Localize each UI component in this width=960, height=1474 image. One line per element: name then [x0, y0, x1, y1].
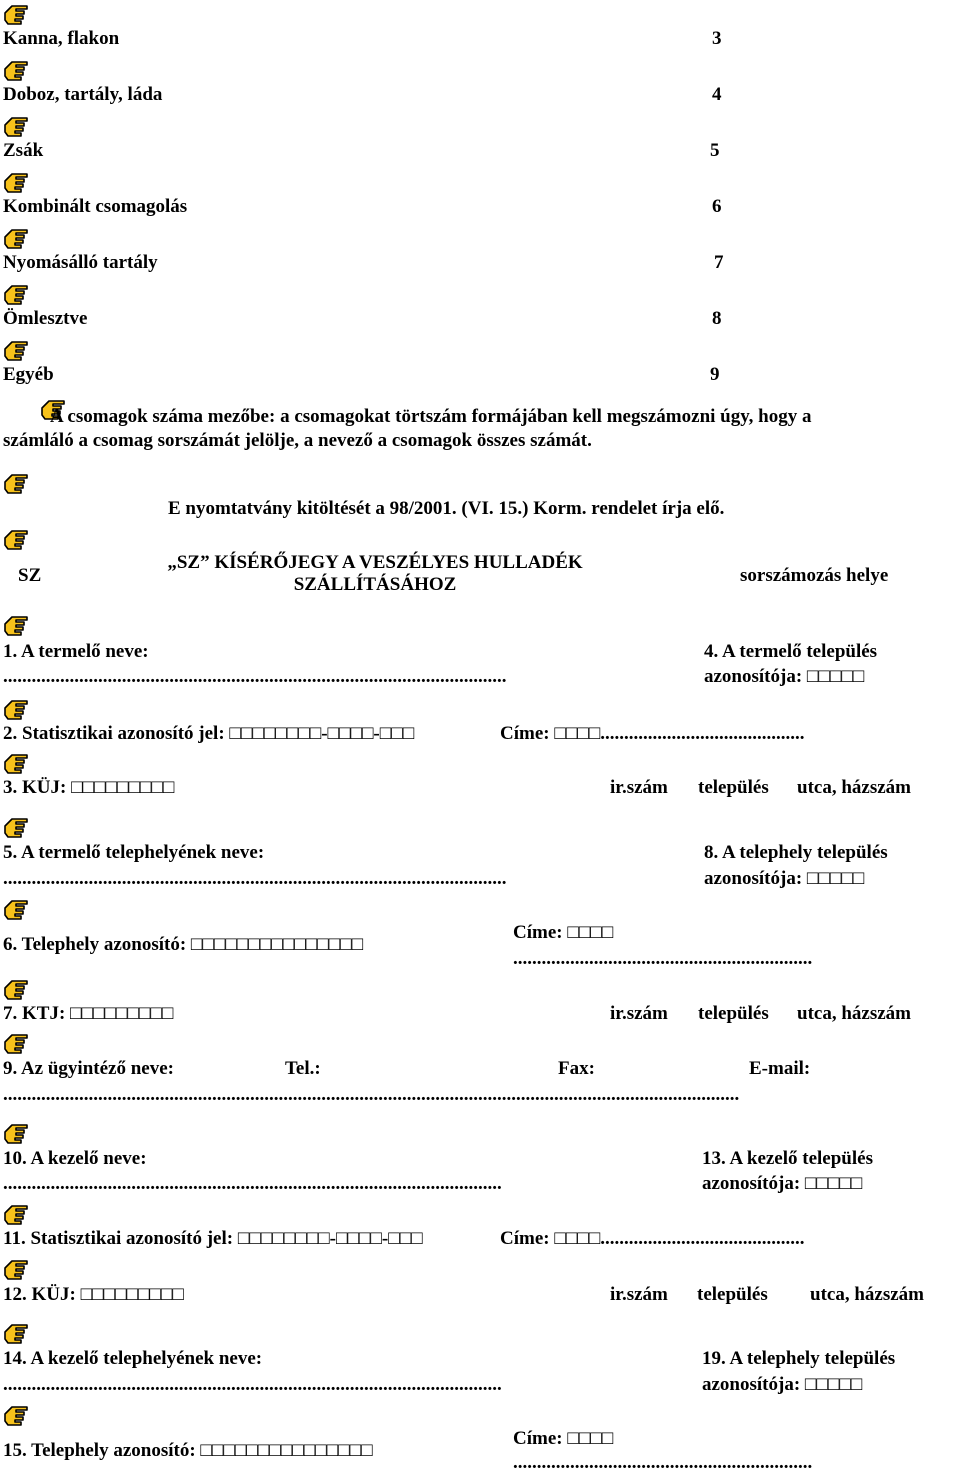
- form-title-line-2: SZÁLLÍTÁSÁHOZ: [293, 574, 457, 595]
- packaging-type-label: Ömlesztve: [3, 308, 88, 329]
- field-4-code[interactable]: azonosítója: □□□□□: [704, 666, 865, 687]
- field-8-label: 8. A telephely település: [704, 842, 888, 863]
- field-9-label: 9. Az ügyintéző neve:: [3, 1058, 174, 1079]
- field-6-address[interactable]: Címe: □□□□: [513, 922, 614, 943]
- field-7-label[interactable]: 7. KTJ: □□□□□□□□□: [3, 1003, 174, 1024]
- pointing-hand-icon: [3, 752, 31, 774]
- pointing-hand-icon: [3, 1122, 31, 1144]
- pointing-hand-icon: [3, 171, 31, 193]
- field-9-fax: Fax:: [558, 1058, 595, 1079]
- field-12-label[interactable]: 12. KÜJ: □□□□□□□□□: [3, 1284, 184, 1305]
- field-13-code[interactable]: azonosítója: □□□□□: [702, 1173, 863, 1194]
- pointing-hand-icon: [3, 1258, 31, 1280]
- packaging-type-label: Zsák: [3, 140, 44, 161]
- pointing-hand-icon: [3, 227, 31, 249]
- field-14-label: 14. A kezelő telephelyének neve:: [3, 1348, 263, 1369]
- field-2-address[interactable]: Címe: □□□□...........................................: [500, 723, 805, 744]
- packaging-type-code: 6: [712, 196, 722, 217]
- field-19-label: 19. A telephely település: [702, 1348, 896, 1369]
- header-left: SZ: [18, 565, 42, 586]
- field-15-address-dots[interactable]: ...............................................................: [513, 1452, 813, 1473]
- field-13-label: 13. A kezelő település: [702, 1148, 873, 1169]
- serial-number-place: sorszámozás helye: [740, 565, 889, 586]
- field-4-label: 4. A termelő település: [704, 641, 878, 662]
- field-6-label[interactable]: 6. Telephely azonosító: □□□□□□□□□□□□□□□: [3, 934, 364, 955]
- form-title-line-1: „SZ” KÍSÉRŐJEGY A VESZÉLYES HULLADÉK: [167, 552, 583, 573]
- packaging-type-label: Nyomásálló tartály: [3, 252, 158, 273]
- field-15-address[interactable]: Címe: □□□□: [513, 1428, 614, 1449]
- packaging-type-code: 3: [712, 28, 722, 49]
- form-title: [140, 552, 610, 596]
- pointing-hand-icon: [3, 283, 31, 305]
- address-col-zip: ir.szám: [610, 1003, 668, 1024]
- address-col-street: utca, házszám: [810, 1284, 924, 1305]
- pointing-hand-icon: [3, 1404, 31, 1426]
- pointing-hand-icon: [3, 528, 31, 550]
- packaging-type-code: 8: [712, 308, 722, 329]
- packaging-type-code: 9: [710, 364, 720, 385]
- note-line-2: számláló a csomag sorszámát jelölje, a nevező a csomagok összes számát.: [3, 430, 592, 451]
- field-1-label: 1. A termelő neve:: [3, 641, 149, 662]
- address-col-street: utca, házszám: [797, 1003, 911, 1024]
- pointing-hand-icon: [3, 1203, 31, 1225]
- pointing-hand-icon: [3, 898, 31, 920]
- packaging-type-label: Doboz, tartály, láda: [3, 84, 163, 105]
- field-3-label[interactable]: 3. KÜJ: □□□□□□□□□: [3, 777, 175, 798]
- address-col-zip: ir.szám: [610, 1284, 668, 1305]
- field-10-dots[interactable]: .........................................................................................................: [3, 1173, 502, 1194]
- pointing-hand-icon: [3, 339, 31, 361]
- address-col-zip: ir.szám: [610, 777, 668, 798]
- field-14-dots[interactable]: .........................................................................................................: [3, 1374, 502, 1395]
- packaging-type-label: Kombinált csomagolás: [3, 196, 188, 217]
- address-col-city: település: [698, 1003, 769, 1024]
- field-9-tel: Tel.:: [285, 1058, 321, 1079]
- pointing-hand-icon: [3, 698, 31, 720]
- field-11-address[interactable]: Címe: □□□□...........................................: [500, 1228, 805, 1249]
- pointing-hand-icon: [3, 3, 31, 25]
- pointing-hand-icon: [3, 816, 31, 838]
- field-2-label[interactable]: 2. Statisztikai azonosító jel: □□□□□□□□-□□□□-□□□: [3, 723, 415, 744]
- intro-text: E nyomtatvány kitöltését a 98/2001. (VI. 15.) Korm. rendelet írja elő.: [168, 498, 725, 519]
- pointing-hand-icon: [3, 978, 31, 1000]
- packaging-type-label: Egyéb: [3, 364, 54, 385]
- packaging-type-code: 7: [714, 252, 724, 273]
- field-1-dots[interactable]: ..........................................................................................................: [3, 666, 507, 687]
- pointing-hand-icon: [3, 59, 31, 81]
- field-5-dots[interactable]: ..........................................................................................................: [3, 868, 507, 889]
- pointing-hand-icon: [3, 614, 31, 636]
- field-19-code[interactable]: azonosítója: □□□□□: [702, 1374, 863, 1395]
- field-5-label: 5. A termelő telephelyének neve:: [3, 842, 265, 863]
- field-10-label: 10. A kezelő neve:: [3, 1148, 147, 1169]
- pointing-hand-icon: [3, 115, 31, 137]
- pointing-hand-icon: [3, 1032, 31, 1054]
- address-col-city: település: [698, 777, 769, 798]
- pointing-hand-icon: [3, 1322, 31, 1344]
- field-11-label[interactable]: 11. Statisztikai azonosító jel: □□□□□□□□-□□□□-□□□: [3, 1228, 423, 1249]
- field-9-email: E-mail:: [749, 1058, 811, 1079]
- packaging-type-label: Kanna, flakon: [3, 28, 120, 49]
- address-col-street: utca, házszám: [797, 777, 911, 798]
- packaging-type-code: 4: [712, 84, 722, 105]
- packaging-type-code: 5: [710, 140, 720, 161]
- field-6-address-dots[interactable]: ...............................................................: [513, 948, 813, 969]
- field-15-label[interactable]: 15. Telephely azonosító: □□□□□□□□□□□□□□□: [3, 1440, 373, 1461]
- address-col-city: település: [697, 1284, 768, 1305]
- field-9-dots[interactable]: ...........................................................................................................................................................: [3, 1084, 740, 1105]
- pointing-hand-icon: [3, 472, 31, 494]
- field-8-code[interactable]: azonosítója: □□□□□: [704, 868, 865, 889]
- note-line-1: A csomagok száma mezőbe: a csomagokat törtszám formájában kell megszámozni úgy, hogy a: [50, 406, 812, 427]
